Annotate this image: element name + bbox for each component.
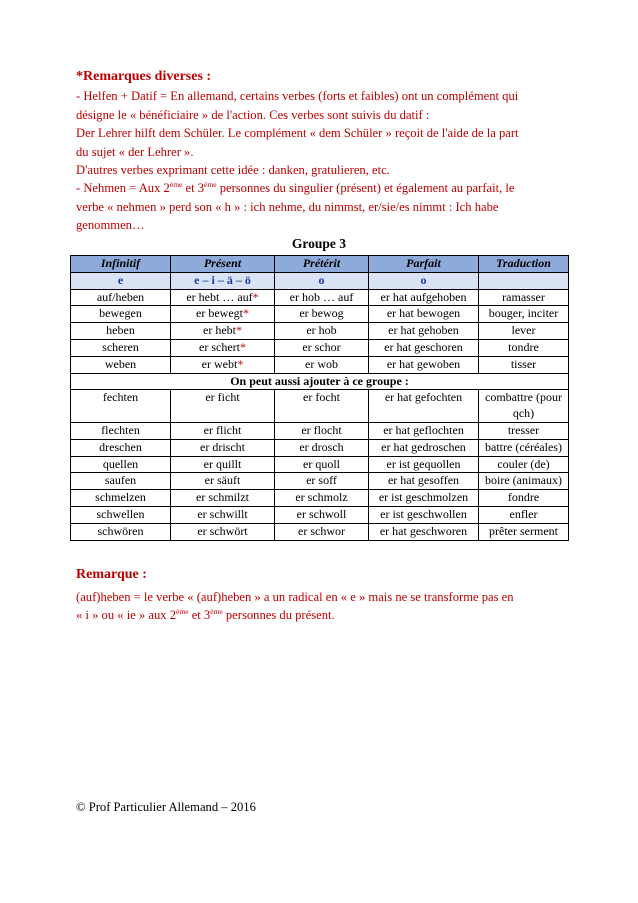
vowel-traduction <box>479 272 569 289</box>
cell-preterit: er hob <box>275 323 369 340</box>
cell-present <box>171 306 275 323</box>
remarque-section <box>76 566 566 624</box>
cell-infinitif: schmelzen <box>71 490 171 507</box>
cell-infinitif: flechten <box>71 422 171 439</box>
table-row <box>71 390 569 423</box>
cell-preterit: er schwoll <box>275 506 369 523</box>
remarque-title: Remarque : <box>76 567 147 582</box>
cell-traduction: tondre <box>479 339 569 356</box>
cell-parfait: er hat aufgehoben <box>369 289 479 306</box>
cell-present: er schwillt <box>171 506 275 523</box>
table-row <box>71 439 569 456</box>
cell-traduction: fondre <box>479 490 569 507</box>
cell-traduction: bouger, inciter <box>479 306 569 323</box>
cell-traduction: ramasser <box>479 289 569 306</box>
cell-parfait: er hat geschworen <box>369 523 479 540</box>
cell-infinitif: dreschen <box>71 439 171 456</box>
cell-present: er säuft <box>171 473 275 490</box>
helfen-line-3: Der Lehrer hilft dem Schüler. Le complément « dem Schüler » reçoit de l'aide de la part <box>76 126 519 141</box>
cell-present <box>171 323 275 340</box>
cell-preterit: er focht <box>275 390 369 423</box>
cell-infinitif: bewegen <box>71 306 171 323</box>
remarque-text-c: personnes du présent. <box>222 608 335 622</box>
verb-table <box>70 255 569 541</box>
nehmen-sup-1: ème <box>169 180 183 190</box>
header-infinitif: Infinitif <box>71 256 171 273</box>
cell-present-text: er bewegt <box>196 306 243 321</box>
cell-traduction: tisser <box>479 356 569 373</box>
cell-traduction: tresser <box>479 422 569 439</box>
cell-preterit: er quoll <box>275 456 369 473</box>
cell-parfait: er hat geschoren <box>369 339 479 356</box>
cell-infinitif: heben <box>71 323 171 340</box>
cell-traduction: boire (animaux) <box>479 473 569 490</box>
cell-infinitif: quellen <box>71 456 171 473</box>
table-row <box>71 306 569 323</box>
cell-preterit: er schwor <box>275 523 369 540</box>
vowel-preterit: o <box>275 272 369 289</box>
remarques-paragraph-helfen <box>76 87 566 161</box>
irregular-marker: * <box>252 289 259 304</box>
cell-preterit: er wob <box>275 356 369 373</box>
cell-preterit: er flocht <box>275 422 369 439</box>
cell-infinitif: schwören <box>71 523 171 540</box>
table-row <box>71 339 569 356</box>
remarque-text-a: « i » ou « ie » aux 2 <box>76 608 177 622</box>
separator-text: On peut aussi ajouter à ce groupe : <box>71 373 569 390</box>
nehmen-text-b: et 3 <box>182 181 205 196</box>
cell-preterit: er schmolz <box>275 490 369 507</box>
cell-parfait: er hat bewogen <box>369 306 479 323</box>
cell-parfait: er ist geschmolzen <box>369 490 479 507</box>
table-row <box>71 456 569 473</box>
cell-parfait: er ist geschwollen <box>369 506 479 523</box>
remarques-paragraph-nehmen <box>76 179 566 234</box>
cell-present <box>171 339 275 356</box>
cell-present-text: er schert <box>199 339 240 354</box>
vowel-infinitif: e <box>71 272 171 289</box>
helfen-line-2: désigne le « bénéficiaire » de l'action. Ces verbes sont suivis du datif : <box>76 107 430 122</box>
cell-traduction: lever <box>479 323 569 340</box>
cell-preterit: er bewog <box>275 306 369 323</box>
cell-traduction: combattre (pour qch) <box>479 390 569 423</box>
cell-present-text: er hebt … auf <box>186 289 253 304</box>
cell-present-text: er webt <box>201 356 238 371</box>
vowel-parfait: o <box>369 272 479 289</box>
nehmen-line-3: genommen… <box>76 218 145 233</box>
cell-infinitif: scheren <box>71 339 171 356</box>
irregular-marker: * <box>235 323 242 338</box>
cell-preterit: er hob … auf <box>275 289 369 306</box>
cell-parfait: er ist gequollen <box>369 456 479 473</box>
cell-present: er ficht <box>171 390 275 423</box>
table-row <box>71 523 569 540</box>
cell-infinitif: auf/heben <box>71 289 171 306</box>
cell-parfait: er hat gehoben <box>369 323 479 340</box>
cell-present <box>171 289 275 306</box>
cell-traduction: battre (céréales) <box>479 439 569 456</box>
cell-present: er flicht <box>171 422 275 439</box>
helfen-line-4: du sujet « der Lehrer ». <box>76 144 194 159</box>
remarque-text-b: et 3 <box>188 608 211 622</box>
remarques-title: *Remarques diverses : <box>76 69 212 84</box>
table-title: Groupe 3 <box>291 236 347 251</box>
cell-preterit: er drosch <box>275 439 369 456</box>
cell-infinitif: schwellen <box>71 506 171 523</box>
cell-present: er quillt <box>171 456 275 473</box>
cell-present: er schwört <box>171 523 275 540</box>
cell-preterit: er soff <box>275 473 369 490</box>
vowel-present: e – i – ä – ö <box>171 272 275 289</box>
cell-present: er drischt <box>171 439 275 456</box>
header-parfait: Parfait <box>369 256 479 273</box>
table-row <box>71 422 569 439</box>
remarques-section <box>76 68 566 235</box>
header-traduction: Traduction <box>479 256 569 273</box>
cell-infinitif: saufen <box>71 473 171 490</box>
cell-present <box>171 356 275 373</box>
vowel-pattern-row <box>71 272 569 289</box>
cell-preterit: er schor <box>275 339 369 356</box>
nehmen-text-c: personnes du singulier (présent) et également au parfait, le <box>216 181 515 196</box>
cell-infinitif: fechten <box>71 390 171 423</box>
nehmen-text-a: - Nehmen = Aux 2 <box>76 181 170 196</box>
nehmen-sup-2: ème <box>204 180 217 190</box>
table-row <box>71 323 569 340</box>
table-row <box>71 473 569 490</box>
table-row <box>71 356 569 373</box>
remarques-paragraph-danken: D'autres verbes exprimant cette idée : danken, gratulieren, etc. <box>76 163 390 178</box>
cell-parfait: er hat gefochten <box>369 390 479 423</box>
irregular-marker: * <box>237 356 244 371</box>
cell-traduction: couler (de) <box>479 456 569 473</box>
footer-copyright: © Prof Particulier Allemand – 2016 <box>76 800 256 814</box>
remarque-sup-1: ème <box>176 607 189 616</box>
cell-traduction: prêter serment <box>479 523 569 540</box>
separator-row <box>71 373 569 390</box>
header-present: Présent <box>171 256 275 273</box>
cell-parfait: er hat geflochten <box>369 422 479 439</box>
table-row <box>71 506 569 523</box>
cell-present: er schmilzt <box>171 490 275 507</box>
nehmen-line-2: verbe « nehmen » perd son « h » : ich nehme, du nimmst, er/sie/es nimmt : Ich habe <box>76 199 499 214</box>
remarque-sup-2: ème <box>210 607 223 616</box>
header-preterit: Prétérit <box>275 256 369 273</box>
table-row <box>71 490 569 507</box>
table-header-row <box>71 256 569 273</box>
remarque-line-2 <box>76 606 566 624</box>
remarque-line-1: (auf)heben = le verbe « (auf)heben » a un radical en « e » mais ne se transforme pas en <box>76 590 514 604</box>
cell-parfait: er hat gewoben <box>369 356 479 373</box>
cell-parfait: er hat gedroschen <box>369 439 479 456</box>
table-row <box>71 289 569 306</box>
cell-present-text: er hebt <box>203 323 236 338</box>
cell-infinitif: weben <box>71 356 171 373</box>
cell-traduction: enfler <box>479 506 569 523</box>
irregular-marker: * <box>239 339 246 354</box>
helfen-line-1: - Helfen + Datif = En allemand, certains verbes (forts et faibles) ont un complément qui <box>76 89 519 104</box>
cell-parfait: er hat gesoffen <box>369 473 479 490</box>
irregular-marker: * <box>242 306 249 321</box>
